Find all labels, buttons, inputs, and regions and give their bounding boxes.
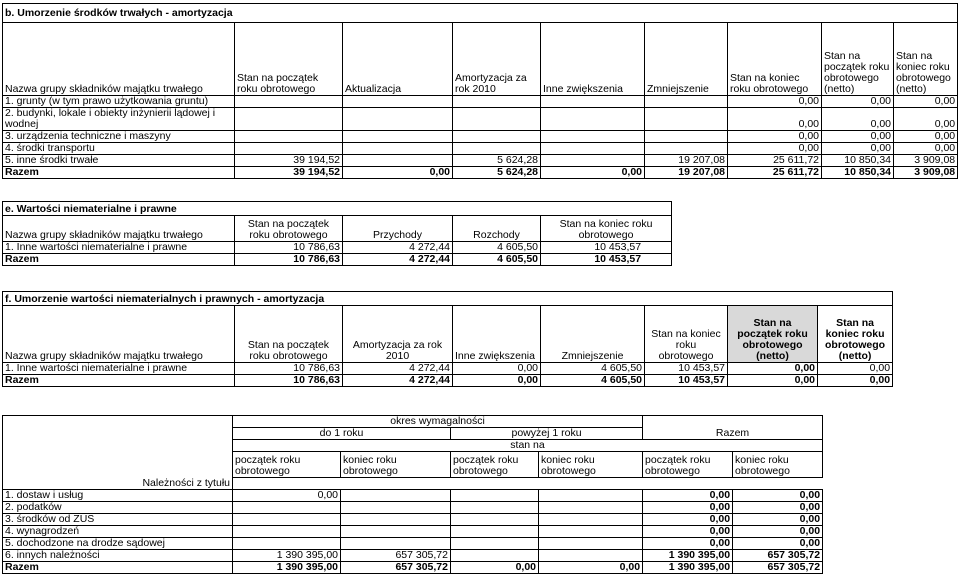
header-cell: Nazwa grupy składników majątku trwałego	[3, 306, 235, 363]
value-cell: 0,00	[728, 363, 818, 375]
value-cell	[645, 131, 728, 143]
header-cell: Stan na koniec roku obrotowego (netto)	[894, 23, 958, 96]
value-cell: 0,00	[728, 143, 822, 155]
value-cell: 0,00	[894, 96, 958, 108]
header-poczatek: początek roku obrotowego	[643, 452, 733, 478]
row-label: 1. Inne wartości niematerialne i prawne	[3, 363, 235, 375]
value-cell	[341, 502, 451, 514]
header-cell: Nazwa grupy składników majątku trwałego	[3, 216, 235, 242]
header-cell: Stan na początek roku obrotowego (netto)	[822, 23, 894, 96]
value-cell: 39 194,52	[235, 167, 343, 179]
table-row	[3, 363, 893, 375]
value-cell: 4 272,44	[343, 242, 453, 254]
value-cell: 0,00	[733, 490, 823, 502]
value-cell: 0,00	[643, 514, 733, 526]
header-cell: Stan na początek roku obrotowego	[235, 23, 343, 96]
table-row	[3, 538, 823, 550]
value-cell: 0,00	[818, 363, 893, 375]
row-label: 4. środki transportu	[3, 143, 235, 155]
value-cell: 0,00	[822, 108, 894, 131]
value-cell	[343, 143, 453, 155]
value-cell	[453, 131, 541, 143]
value-cell	[541, 155, 645, 167]
value-cell: 0,00	[343, 167, 453, 179]
table-amortization-fixed-assets	[2, 3, 958, 179]
table-row	[3, 490, 823, 502]
header-koniec: koniec roku obrotowego	[733, 452, 823, 478]
value-cell: 1 390 395,00	[233, 550, 341, 562]
row-label: 4. wynagrodzeń	[3, 526, 233, 538]
table-row	[3, 550, 823, 562]
value-cell: 5 624,28	[453, 155, 541, 167]
value-cell	[343, 131, 453, 143]
value-cell	[235, 96, 343, 108]
value-cell: 657 305,72	[733, 550, 823, 562]
value-cell	[539, 490, 643, 502]
value-cell: 4 605,50	[541, 363, 645, 375]
header-cell: Inne zwiększenia	[541, 23, 645, 96]
value-cell: 10 453,57	[645, 375, 728, 387]
header-okres: okres wymagalności	[233, 416, 643, 428]
value-cell: 657 305,72	[341, 550, 451, 562]
value-cell: 25 611,72	[728, 155, 822, 167]
header-cell: Inne zwiększenia	[453, 306, 541, 363]
value-cell	[343, 155, 453, 167]
value-cell	[541, 143, 645, 155]
value-cell: 1 390 395,00	[643, 550, 733, 562]
value-cell: 0,00	[822, 131, 894, 143]
value-cell: 19 207,08	[645, 155, 728, 167]
header-cell: Zmniejszenie	[541, 306, 645, 363]
value-cell	[645, 108, 728, 131]
value-cell: 10 453,57	[645, 363, 728, 375]
value-cell: 0,00	[894, 131, 958, 143]
value-cell: 0,00	[894, 143, 958, 155]
value-cell: 3 909,08	[894, 155, 958, 167]
table-row	[3, 502, 823, 514]
row-label: 1. dostaw i usług	[3, 490, 233, 502]
value-cell	[453, 108, 541, 131]
value-cell: 657 305,72	[341, 562, 451, 574]
table-row	[3, 108, 958, 131]
value-cell: 0,00	[822, 96, 894, 108]
total-row	[3, 167, 958, 179]
value-cell: 0,00	[541, 167, 645, 179]
value-cell	[541, 131, 645, 143]
value-cell: 39 194,52	[235, 155, 343, 167]
header-poczatek: początek roku obrotowego	[451, 452, 539, 478]
value-cell: 4 605,50	[541, 375, 645, 387]
value-cell	[539, 526, 643, 538]
header-cell: Stan na początek roku obrotowego	[235, 306, 343, 363]
value-cell: 10 850,34	[822, 167, 894, 179]
value-cell: 1 390 395,00	[643, 562, 733, 574]
value-cell: 0,00	[733, 526, 823, 538]
table-row	[3, 514, 823, 526]
row-label: Razem	[3, 167, 235, 179]
value-cell	[341, 490, 451, 502]
value-cell	[453, 143, 541, 155]
value-cell	[539, 514, 643, 526]
value-cell: 0,00	[453, 363, 541, 375]
value-cell	[343, 96, 453, 108]
total-row	[3, 375, 893, 387]
header-do-1-roku: do 1 roku	[233, 428, 451, 440]
table-row	[3, 526, 823, 538]
header-koniec: koniec roku obrotowego	[341, 452, 451, 478]
value-cell: 4 272,44	[343, 375, 453, 387]
value-cell	[541, 96, 645, 108]
table-row	[3, 96, 958, 108]
value-cell	[451, 550, 539, 562]
value-cell: 0,00	[822, 143, 894, 155]
header-cell: Zmniejszenie	[645, 23, 728, 96]
header-cell: Nazwa grupy składników majątku trwałego	[3, 23, 235, 96]
value-cell: 10 786,63	[235, 375, 343, 387]
value-cell: 10 786,63	[235, 363, 343, 375]
header-cell: Rozchody	[453, 216, 541, 242]
value-cell	[341, 514, 451, 526]
value-cell: 0,00	[451, 562, 539, 574]
table-row	[3, 478, 823, 490]
value-cell	[539, 538, 643, 550]
table-amortization-intangible	[2, 291, 893, 387]
header-cell: Przychody	[343, 216, 453, 242]
value-cell	[235, 108, 343, 131]
value-cell: 3 909,08	[894, 167, 958, 179]
value-cell: 10 786,63	[235, 254, 343, 266]
row-label: Razem	[3, 254, 235, 266]
value-cell: 0,00	[733, 538, 823, 550]
value-cell: 1 390 395,00	[233, 562, 341, 574]
header-cell: Aktualizacja	[343, 23, 453, 96]
header-poczatek: początek roku obrotowego	[233, 452, 341, 478]
value-cell: 10 850,34	[822, 155, 894, 167]
value-cell	[233, 526, 341, 538]
value-cell: 0,00	[733, 514, 823, 526]
value-cell: 657 305,72	[733, 562, 823, 574]
header-koniec: koniec roku obrotowego	[539, 452, 643, 478]
value-cell	[451, 502, 539, 514]
header-powyzej-1-roku: powyżej 1 roku	[451, 428, 643, 440]
value-cell: 10 786,63	[235, 242, 343, 254]
row-label: 5. dochodzone na drodze sądowej	[3, 538, 233, 550]
section-f-title: f. Umorzenie wartości niematerialnych i prawnych - amortyzacja	[3, 292, 893, 306]
row-label: 2. budynki, lokale i obiekty inżynierii lądowej i wodnej	[3, 108, 235, 131]
row-label: 2. podatków	[3, 502, 233, 514]
header-cell: Stan na początek roku obrotowego	[235, 216, 343, 242]
value-cell	[341, 538, 451, 550]
value-cell: 0,00	[233, 490, 341, 502]
row-label: 5. inne środki trwałe	[3, 155, 235, 167]
value-cell	[539, 502, 643, 514]
value-cell: 5 624,28	[453, 167, 541, 179]
value-cell	[235, 143, 343, 155]
value-cell	[451, 526, 539, 538]
value-cell	[343, 108, 453, 131]
total-row	[3, 254, 672, 266]
value-cell: 4 605,50	[453, 242, 541, 254]
total-row	[3, 562, 823, 574]
value-cell: 0,00	[643, 490, 733, 502]
value-cell: 0,00	[453, 375, 541, 387]
table-receivables	[2, 415, 823, 574]
value-cell: 10 453,57	[541, 254, 672, 266]
table-row	[3, 143, 958, 155]
row-label: 3. urządzenia techniczne i maszyny	[3, 131, 235, 143]
section-e-title: e. Wartości niematerialne i prawne	[3, 202, 672, 216]
value-cell: 25 611,72	[728, 167, 822, 179]
value-cell	[233, 514, 341, 526]
value-cell	[233, 502, 341, 514]
value-cell: 4 605,50	[453, 254, 541, 266]
value-cell: 0,00	[728, 108, 822, 131]
value-cell: 10 453,57	[541, 242, 672, 254]
value-cell	[541, 108, 645, 131]
header-cell: Amortyzacja za rok 2010	[453, 23, 541, 96]
value-cell: 0,00	[894, 108, 958, 131]
row-label: 6. innych należności	[3, 550, 233, 562]
value-cell: 0,00	[643, 502, 733, 514]
header-cell: Stan na początek roku obrotowego (netto)	[728, 306, 818, 363]
value-cell	[453, 96, 541, 108]
table-row	[3, 131, 958, 143]
row-label: 3. środków od ZUS	[3, 514, 233, 526]
header-stan-na: stan na	[233, 440, 823, 452]
row-label: Razem	[3, 375, 235, 387]
value-cell	[645, 96, 728, 108]
value-cell: 19 207,08	[645, 167, 728, 179]
value-cell: 0,00	[728, 131, 822, 143]
value-cell: 4 272,44	[343, 254, 453, 266]
value-cell	[233, 538, 341, 550]
value-cell: 0,00	[728, 96, 822, 108]
value-cell	[451, 490, 539, 502]
table-row	[3, 155, 958, 167]
value-cell: 0,00	[539, 562, 643, 574]
row-label: 1. grunty (w tym prawo użytkowania gruntu)	[3, 96, 235, 108]
value-cell: 0,00	[733, 502, 823, 514]
empty-header-cell	[3, 416, 233, 478]
header-cell: Stan na koniec roku obrotowego	[645, 306, 728, 363]
header-cell: Stan na koniec roku obrotowego	[541, 216, 672, 242]
value-cell	[451, 514, 539, 526]
table-row	[3, 242, 672, 254]
row-label: 1. Inne wartości niematerialne i prawne	[3, 242, 235, 254]
value-cell: 0,00	[643, 538, 733, 550]
row-label-header: Należności z tytułu	[3, 478, 233, 490]
value-cell: 0,00	[728, 375, 818, 387]
header-cell: Stan na koniec roku obrotowego (netto)	[818, 306, 893, 363]
row-label: Razem	[3, 562, 233, 574]
value-cell	[451, 538, 539, 550]
value-cell	[539, 550, 643, 562]
value-cell	[341, 526, 451, 538]
header-cell: Stan na koniec roku obrotowego	[728, 23, 822, 96]
table-intangible-assets	[2, 201, 672, 266]
value-cell: 0,00	[818, 375, 893, 387]
section-b-title: b. Umorzenie środków trwałych - amortyzacja	[3, 4, 958, 23]
header-cell: Amortyzacja za rok 2010	[343, 306, 453, 363]
value-cell: 0,00	[643, 526, 733, 538]
header-razem: Razem	[643, 416, 823, 440]
value-cell: 4 272,44	[343, 363, 453, 375]
value-cell	[645, 143, 728, 155]
value-cell	[235, 131, 343, 143]
